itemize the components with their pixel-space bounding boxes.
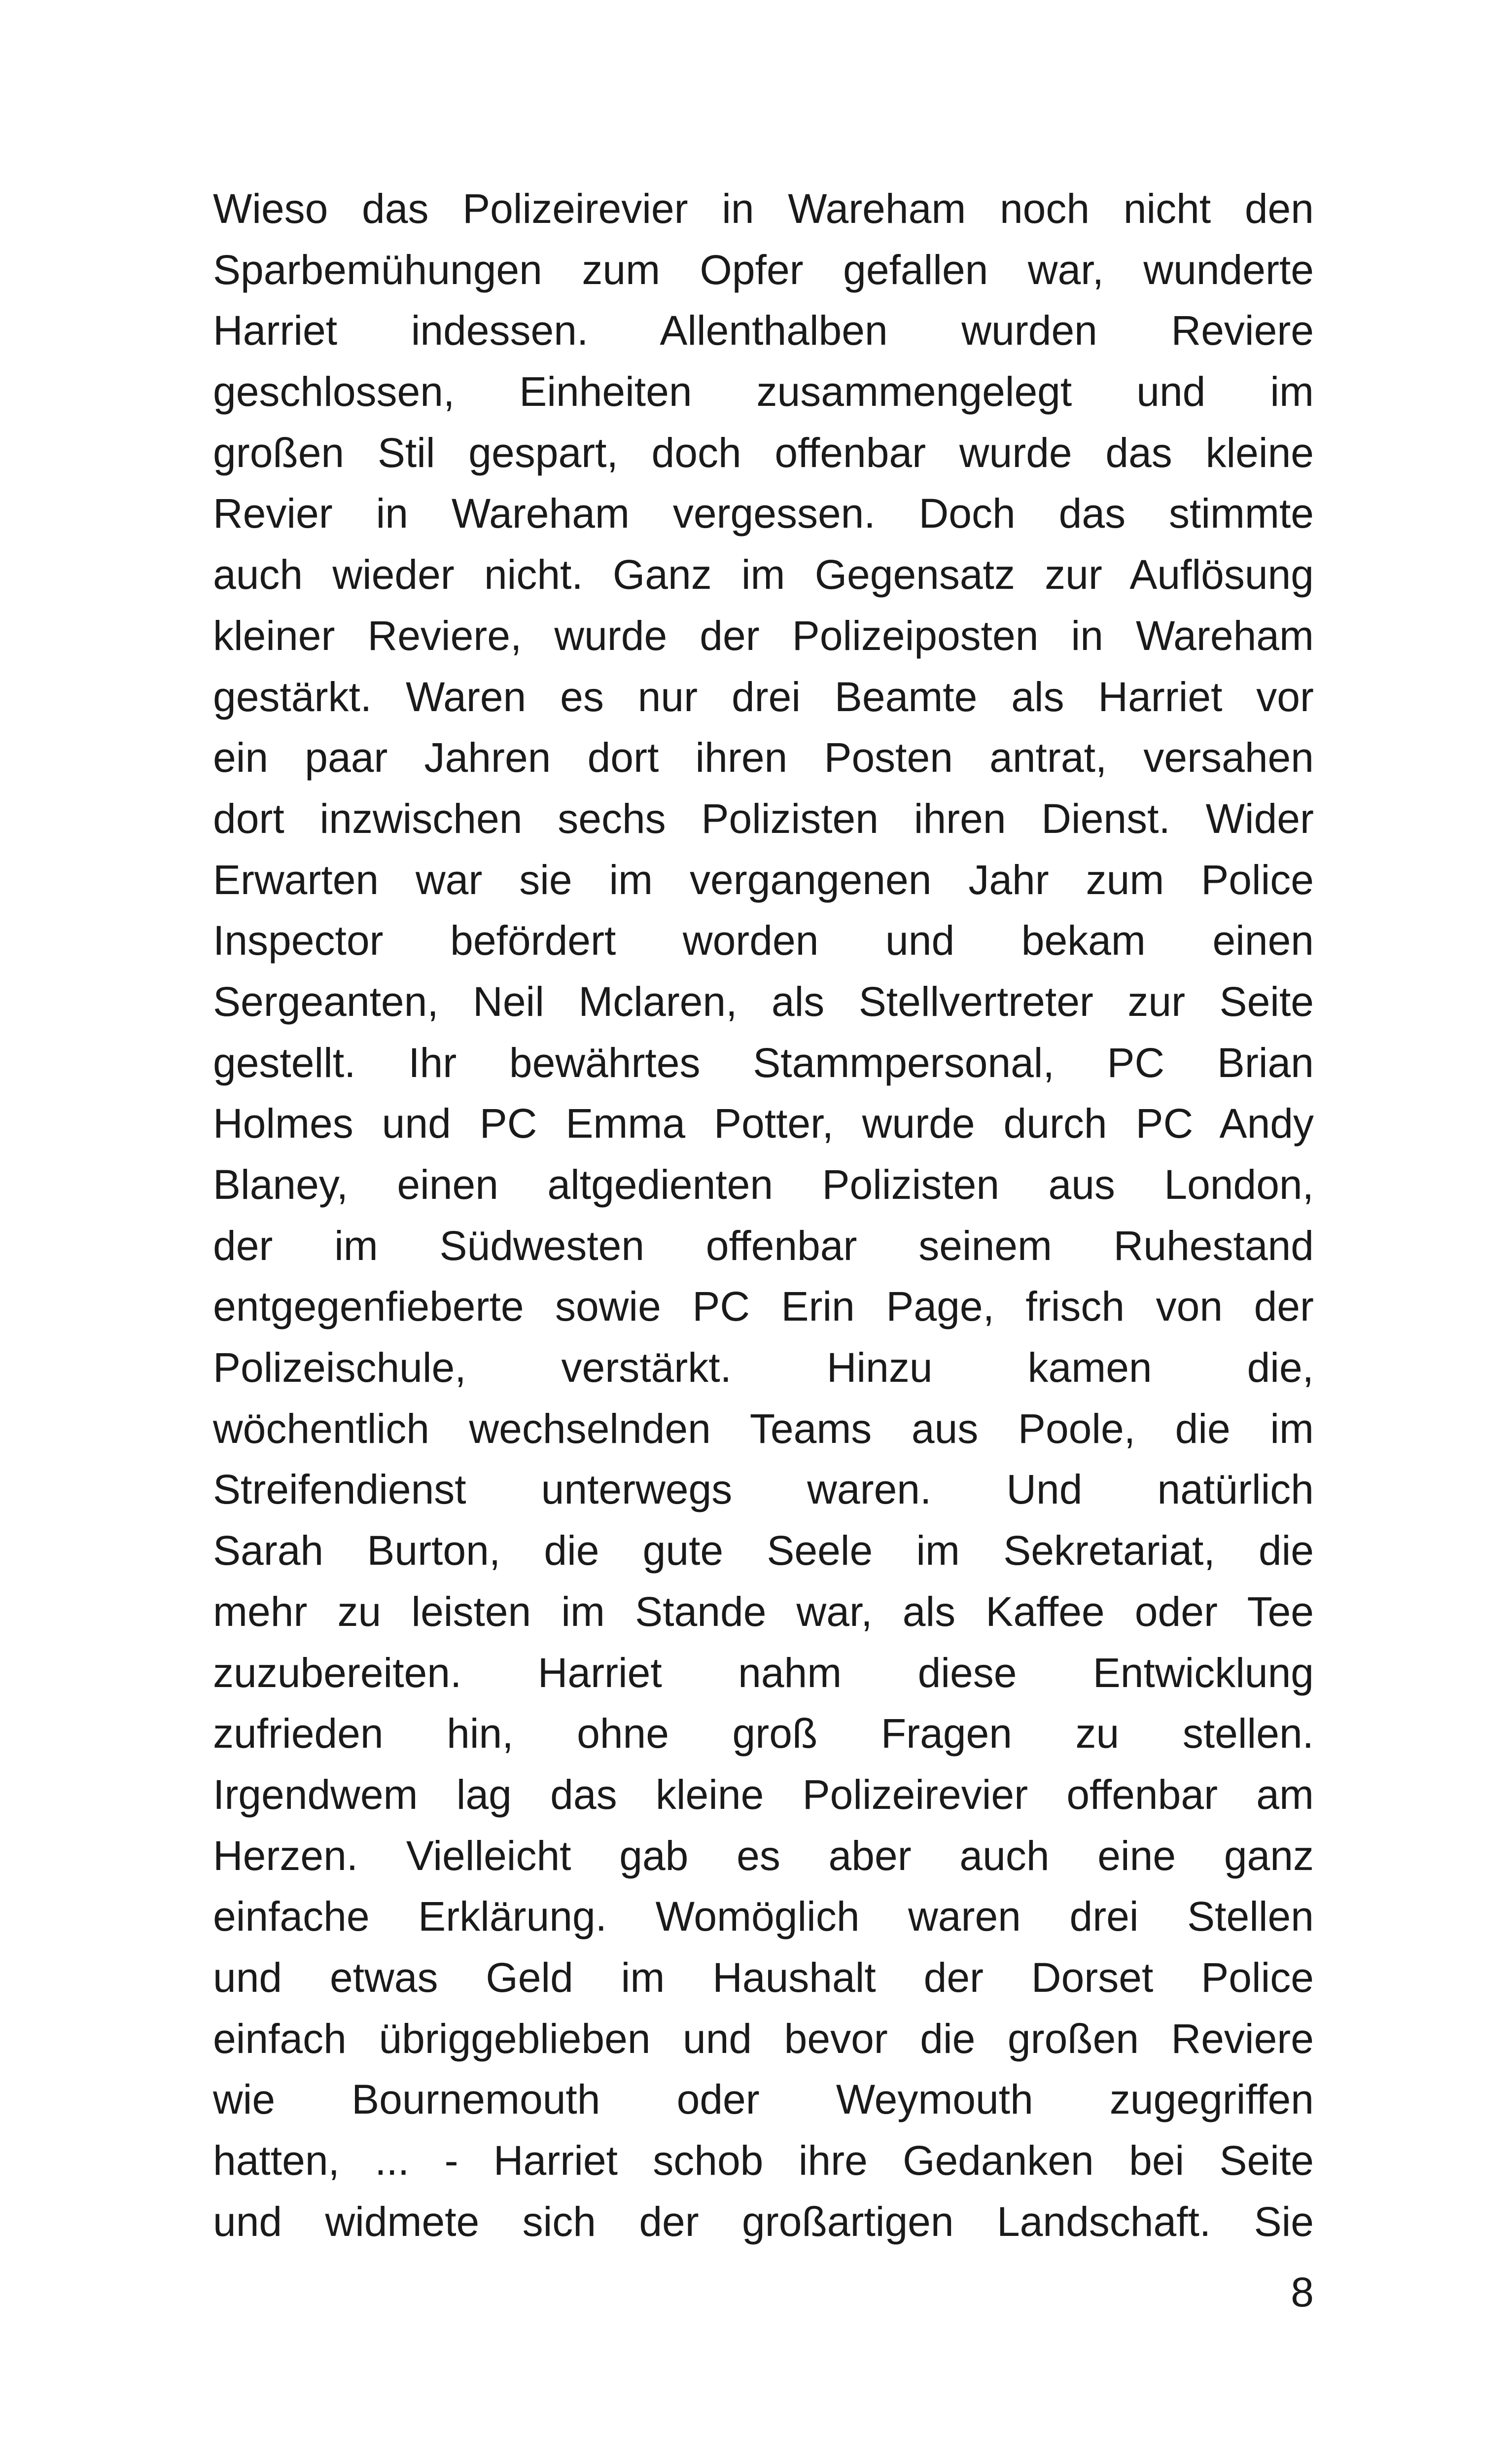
text-line: ein paar Jahren dort ihren Posten antrat, versahen (213, 734, 1314, 781)
text-line: und widmete sich der großartigen Landschaft. Sie (213, 2198, 1314, 2245)
text-line: Erwarten war sie im vergangenen Jahr zum Police (213, 856, 1314, 903)
text-line: großen Stil gespart, doch offenbar wurde das kleine (213, 429, 1314, 476)
text-line: entgegenfieberte sowie PC Erin Page, frisch von der (213, 1283, 1314, 1330)
text-line: Sarah Burton, die gute Seele im Sekretariat, die (213, 1527, 1314, 1574)
text-line: kleiner Reviere, wurde der Polizeiposten in Wareham (213, 612, 1314, 659)
text-line: Sparbemühungen zum Opfer gefallen war, wunderte (213, 246, 1314, 293)
text-line: Streifendienst unterwegs waren. Und natürlich (213, 1466, 1314, 1513)
text-line: auch wieder nicht. Ganz im Gegensatz zur Auflösung (213, 551, 1314, 598)
text-line: Irgendwem lag das kleine Polizeirevier offenbar am (213, 1771, 1314, 1818)
text-line: der im Südwesten offenbar seinem Ruhestand (213, 1222, 1314, 1269)
text-line: und etwas Geld im Haushalt der Dorset Police (213, 1954, 1314, 2001)
body-text (213, 179, 1314, 2252)
text-line: zufrieden hin, ohne groß Fragen zu stellen. (213, 1710, 1314, 1757)
text-line: Herzen. Vielleicht gab es aber auch eine ganz (213, 1832, 1314, 1879)
text-line: wöchentlich wechselnden Teams aus Poole, die im (213, 1405, 1314, 1452)
text-line: zuzubereiten. Harriet nahm diese Entwicklung (213, 1649, 1314, 1696)
text-line: Inspector befördert worden und bekam einen (213, 917, 1314, 964)
text-line: mehr zu leisten im Stande war, als Kaffee oder Tee (213, 1588, 1314, 1635)
text-line: Sergeanten, Neil Mclaren, als Stellvertreter zur Seite (213, 978, 1314, 1025)
text-line: Harriet indessen. Allenthalben wurden Reviere (213, 307, 1314, 354)
text-line: dort inzwischen sechs Polizisten ihren Dienst. Wider (213, 795, 1314, 842)
text-line: hatten, ... - Harriet schob ihre Gedanken bei Seite (213, 2137, 1314, 2184)
text-line: einfach übriggeblieben und bevor die großen Reviere (213, 2015, 1314, 2062)
text-line: Wieso das Polizeirevier in Wareham noch nicht den (213, 185, 1314, 232)
page-number: 8 (1291, 2269, 1314, 2315)
text-line: gestärkt. Waren es nur drei Beamte als Harriet vor (213, 673, 1314, 720)
text-line: Blaney, einen altgedienten Polizisten aus London, (213, 1161, 1314, 1208)
text-line: Polizeischule, verstärkt. Hinzu kamen die, (213, 1344, 1314, 1391)
text-line: einfache Erklärung. Womöglich waren drei Stellen (213, 1893, 1314, 1940)
text-line: Revier in Wareham vergessen. Doch das stimmte (213, 490, 1314, 537)
text-line: gestellt. Ihr bewährtes Stammpersonal, PC Brian (213, 1039, 1314, 1086)
text-line: wie Bournemouth oder Weymouth zugegriffen (213, 2076, 1314, 2123)
text-line: Holmes und PC Emma Potter, wurde durch PC Andy (213, 1100, 1314, 1147)
text-line: geschlossen, Einheiten zusammengelegt und im (213, 368, 1314, 415)
